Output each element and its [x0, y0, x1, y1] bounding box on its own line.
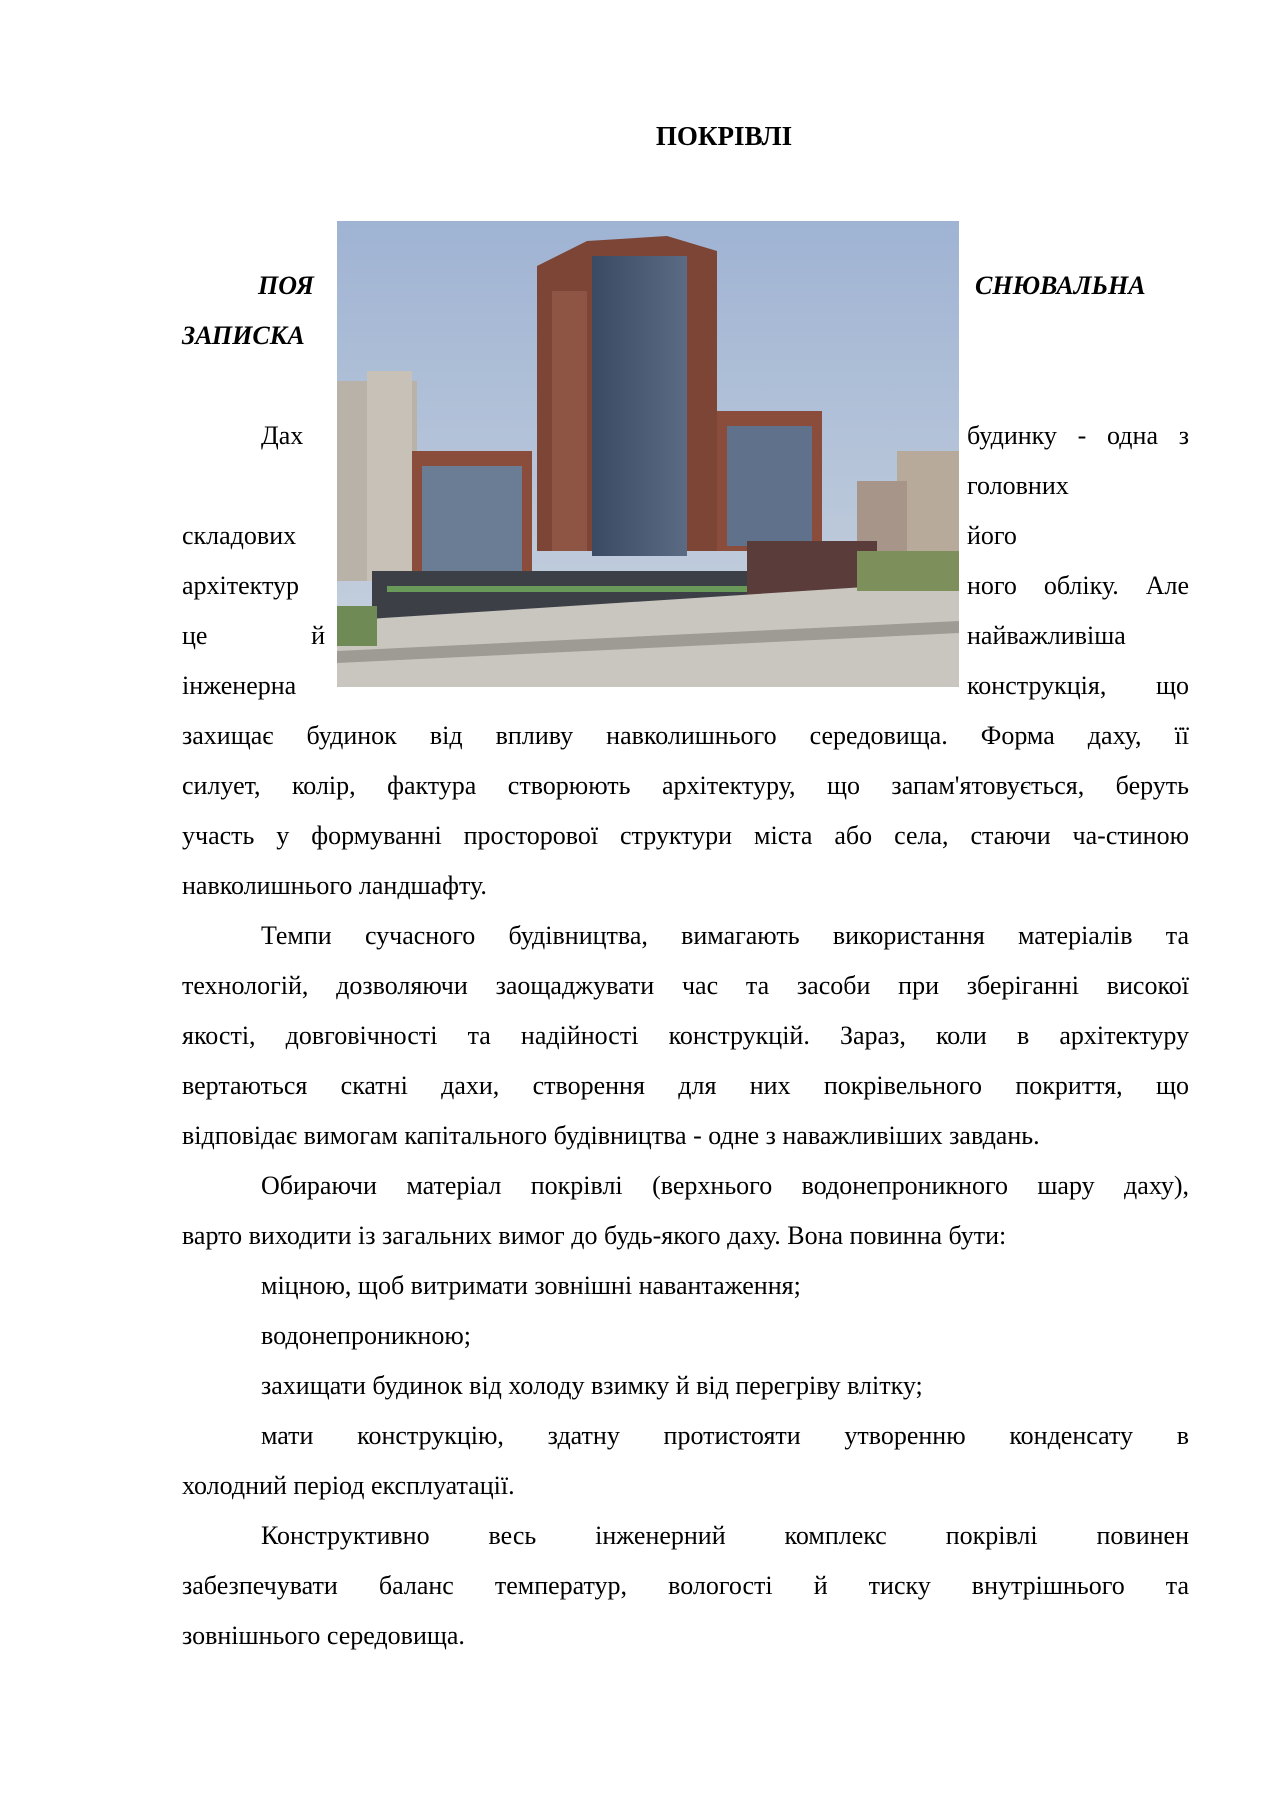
wrap-left-3: складових: [182, 521, 297, 550]
wrap-right-4: ного обліку. Але: [967, 571, 1189, 600]
list-item: захищати будинок від холоду взимку й від перегріву влітку;: [261, 1371, 923, 1400]
building-photo: [337, 221, 959, 687]
para1-line-4: навколишнього ландшафту.: [182, 871, 487, 900]
wrap-right-3: його: [967, 521, 1017, 550]
para1-line-3: участь у формуванні просторової структури міста або села, стаючи ча-стиною: [182, 821, 1189, 850]
para2-line-3: якості, довговічності та надійності конструкцій. Зараз, коли в архітектуру: [182, 1021, 1189, 1050]
para2-line-2: технологій, дозволяючи заощаджувати час та засоби при зберіганні високої: [182, 971, 1189, 1000]
heading-part-2: СНЮВАЛЬНА: [975, 271, 1146, 300]
list-item-4-line-1: мати конструкцію, здатну протистояти утворенню конденсату в: [261, 1421, 1189, 1450]
wrap-right-1: будинку - одна з: [967, 421, 1189, 450]
para3-line-1: Обираючи матеріал покрівлі (верхнього водонепроникного шару даху),: [261, 1171, 1189, 1200]
list-item-4-line-2: холодний період експлуатації.: [182, 1471, 515, 1500]
wrap-left-6: інженерна: [182, 671, 297, 700]
wrap-left-4: архітектур: [182, 571, 299, 600]
para4-line-2: забезпечувати баланс температур, вологості й тиску внутрішнього та: [182, 1571, 1189, 1600]
para2-line-4: вертаються скатні дахи, створення для них покрівельного покриття, що: [182, 1071, 1189, 1100]
list-item: міцною, щоб витримати зовнішні навантаження;: [261, 1271, 801, 1300]
wrap-left-1: Дах: [261, 421, 304, 450]
para2-line-5: відповідає вимогам капітального будівництва - одне з наважливіших завдань.: [182, 1121, 1040, 1150]
para3-line-2: варто виходити із загальних вимог до будь-якого даху. Вона повинна бути:: [182, 1221, 1007, 1250]
document-title: ПОКРІВЛІ: [655, 121, 793, 151]
wrap-right-5: найважливіша: [967, 621, 1126, 650]
wrap-left-5: це й: [182, 621, 325, 650]
para1-line-2: силует, колір, фактура створюють архітектуру, що запам'ятовується, беруть: [182, 771, 1189, 800]
para2-line-1: Темпи сучасного будівництва, вимагають використання матеріалів та: [261, 921, 1189, 950]
heading-part-3: ЗАПИСКА: [182, 321, 305, 350]
para4-line-1: Конструктивно весь інженерний комплекс покрівлі повинен: [261, 1521, 1189, 1550]
wrap-right-6: конструкція, що: [967, 671, 1189, 700]
wrap-right-2: головних: [967, 471, 1069, 500]
heading-part-1: ПОЯ: [258, 271, 314, 300]
building-illustration: [337, 221, 959, 687]
para4-line-3: зовнішнього середовища.: [182, 1621, 465, 1650]
list-item: водонепроникною;: [261, 1321, 471, 1350]
para1-line-1: захищає будинок від впливу навколишнього середовища. Форма даху, її: [182, 721, 1189, 750]
